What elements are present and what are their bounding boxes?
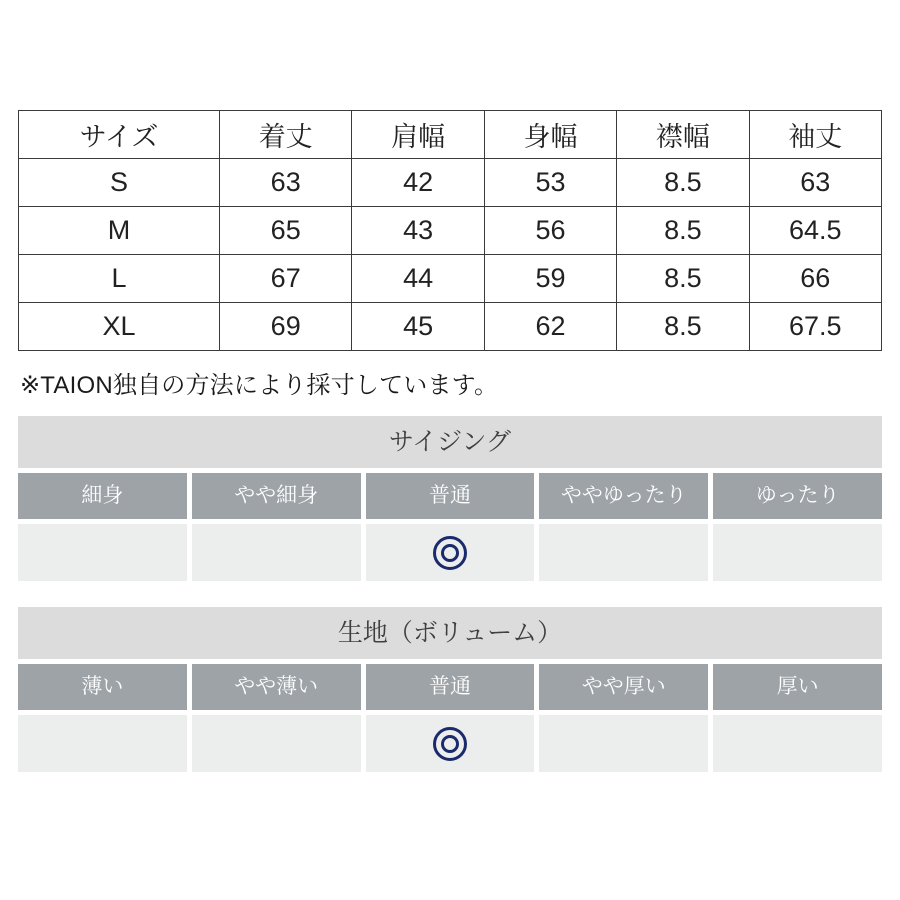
sizing-scale-value-row xyxy=(18,524,882,581)
table-cell: L xyxy=(19,255,220,303)
table-cell: 63 xyxy=(749,159,881,207)
table-row xyxy=(19,207,882,255)
table-cell: 56 xyxy=(484,207,616,255)
fabric-volume-scale-title: 生地（ボリューム） xyxy=(18,607,882,659)
table-cell: 45 xyxy=(352,303,484,351)
sizing-scale-cell xyxy=(539,524,708,581)
fabric-volume-value-row xyxy=(18,715,882,772)
table-cell: S xyxy=(19,159,220,207)
fabric-option-label: 薄い xyxy=(18,664,187,710)
fabric-volume-scale-block xyxy=(18,607,882,772)
table-header-cell: 身幅 xyxy=(484,111,616,159)
table-cell: 43 xyxy=(352,207,484,255)
fabric-option-label: やや厚い xyxy=(539,664,708,710)
sizing-option-label: 細身 xyxy=(18,473,187,519)
sizing-option-label: やや細身 xyxy=(192,473,361,519)
fabric-volume-cell xyxy=(192,715,361,772)
table-cell: 8.5 xyxy=(617,159,749,207)
fabric-option-label: 厚い xyxy=(713,664,882,710)
table-row xyxy=(19,303,882,351)
table-cell: 59 xyxy=(484,255,616,303)
selection-marker-icon xyxy=(433,727,467,761)
sizing-scale-cell-selected xyxy=(366,524,535,581)
table-header-cell: 襟幅 xyxy=(617,111,749,159)
table-header-cell: サイズ xyxy=(19,111,220,159)
sizing-scale-cell xyxy=(713,524,882,581)
table-cell: 65 xyxy=(220,207,352,255)
table-header-cell: 袖丈 xyxy=(749,111,881,159)
table-header-row xyxy=(19,111,882,159)
table-cell: 66 xyxy=(749,255,881,303)
sizing-option-label: ゆったり xyxy=(713,473,882,519)
sizing-scale-block xyxy=(18,416,882,581)
sizing-scale-cell xyxy=(18,524,187,581)
fabric-volume-cell xyxy=(18,715,187,772)
fabric-volume-header-row xyxy=(18,664,882,710)
selection-marker-icon xyxy=(433,536,467,570)
table-cell: 69 xyxy=(220,303,352,351)
table-cell: 8.5 xyxy=(617,303,749,351)
sizing-option-label: ややゆったり xyxy=(539,473,708,519)
table-cell: 67 xyxy=(220,255,352,303)
size-measurement-table xyxy=(18,110,882,351)
fabric-volume-cell-selected xyxy=(366,715,535,772)
fabric-volume-cell xyxy=(713,715,882,772)
table-row xyxy=(19,159,882,207)
sizing-scale-cell xyxy=(192,524,361,581)
table-cell: 62 xyxy=(484,303,616,351)
measurement-note: ※TAION独自の方法により採寸しています。 xyxy=(20,372,499,399)
sizing-option-label: 普通 xyxy=(366,473,535,519)
table-cell: M xyxy=(19,207,220,255)
table-cell: 53 xyxy=(484,159,616,207)
fabric-volume-cell xyxy=(539,715,708,772)
table-cell: 8.5 xyxy=(617,255,749,303)
table-header-cell: 肩幅 xyxy=(352,111,484,159)
table-cell: 67.5 xyxy=(749,303,881,351)
table-cell: 64.5 xyxy=(749,207,881,255)
table-cell: 42 xyxy=(352,159,484,207)
fabric-option-label: 普通 xyxy=(366,664,535,710)
table-cell: 44 xyxy=(352,255,484,303)
fabric-option-label: やや薄い xyxy=(192,664,361,710)
sizing-scale-header-row xyxy=(18,473,882,519)
table-cell: XL xyxy=(19,303,220,351)
table-row xyxy=(19,255,882,303)
table-cell: 63 xyxy=(220,159,352,207)
sizing-scale-title: サイジング xyxy=(18,416,882,468)
table-header-cell: 着丈 xyxy=(220,111,352,159)
table-cell: 8.5 xyxy=(617,207,749,255)
